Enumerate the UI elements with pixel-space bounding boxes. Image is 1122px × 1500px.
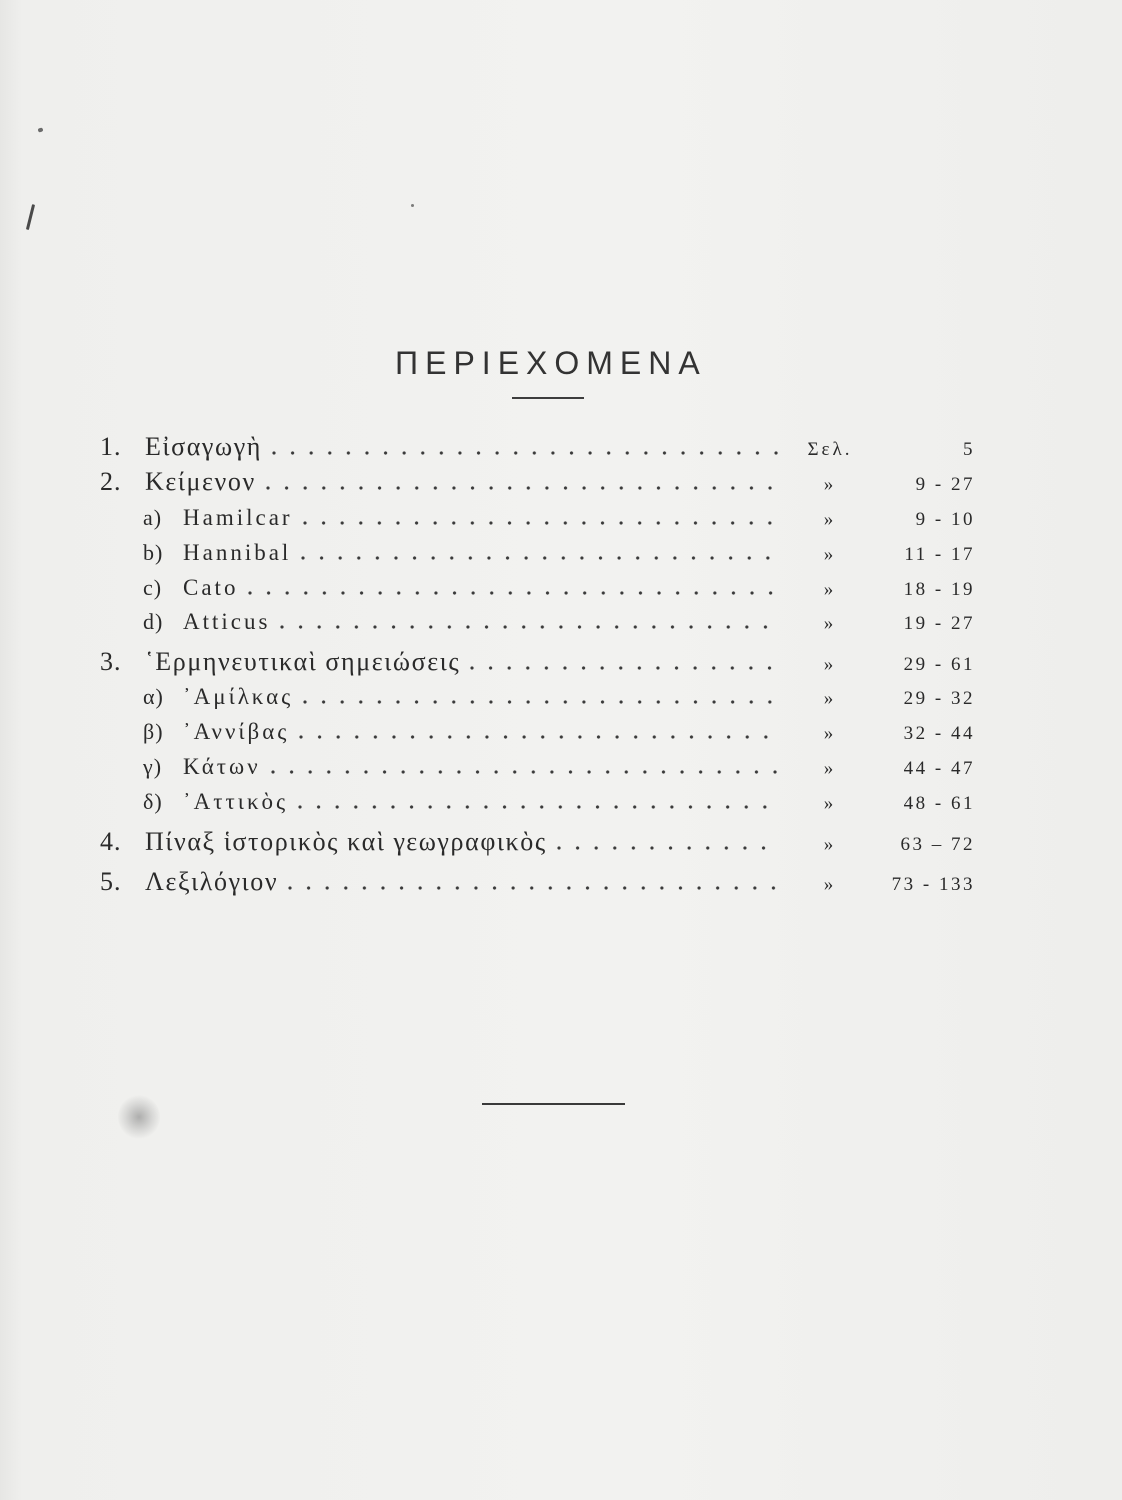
page-prefix: »	[823, 474, 837, 495]
dot-leader	[272, 451, 780, 455]
scan-smudge	[118, 1095, 160, 1139]
entry-number: 5.	[100, 867, 122, 896]
toc-subentry	[100, 607, 975, 637]
page-range: 11 - 17	[904, 544, 975, 565]
page-range: 19 - 27	[903, 613, 975, 634]
page-prefix: »	[823, 758, 837, 779]
page-range: 63 – 72	[900, 834, 975, 855]
dot-leader	[266, 486, 780, 490]
entry-title: ῾Ερμηνευτικαὶ σημειώσεις	[145, 647, 461, 676]
dot-leader	[303, 700, 780, 704]
heading-rule	[512, 397, 584, 399]
subentry-marker: d)	[143, 609, 164, 634]
entry-number: 4.	[100, 827, 122, 856]
page-prefix: »	[823, 688, 837, 709]
subentry-title: Cato	[183, 575, 239, 600]
page-range: 9 - 10	[915, 509, 975, 530]
page-range: 5	[963, 439, 975, 460]
page-range: 9 - 27	[915, 474, 975, 495]
scan-speck	[37, 127, 43, 132]
page-range: 73 - 133	[891, 874, 975, 895]
toc-subentry	[100, 503, 975, 533]
toc-subentry	[100, 717, 975, 747]
dot-leader	[271, 770, 780, 774]
entry-number: 1.	[100, 432, 122, 461]
dot-leader	[248, 591, 780, 595]
subentry-marker: β)	[143, 719, 164, 744]
page-prefix: »	[823, 613, 837, 634]
contents-heading: ΠΕΡΙΕΧΟΜΕΝΑ	[395, 345, 707, 381]
page-prefix: »	[823, 509, 837, 530]
page-range: 29 - 32	[903, 688, 975, 709]
dot-leader	[470, 666, 780, 670]
page-range: 18 - 19	[903, 579, 975, 600]
page-prefix: »	[823, 874, 837, 895]
subentry-marker: δ)	[143, 789, 163, 814]
scan-mark	[26, 204, 35, 230]
toc-entry	[100, 866, 975, 898]
subentry-marker: b)	[143, 540, 164, 565]
subentry-title: ᾿Αττικὸς	[183, 789, 289, 814]
page-prefix: »	[823, 579, 837, 600]
entry-number: 3.	[100, 647, 122, 676]
dot-leader	[303, 521, 780, 525]
subentry-marker: a)	[143, 505, 163, 530]
toc-subentry	[100, 538, 975, 568]
subentry-marker: c)	[143, 575, 163, 600]
entry-title: Κείμενον	[145, 467, 256, 496]
subentry-title: Atticus	[183, 609, 271, 634]
entry-title: Λεξιλόγιον	[145, 867, 279, 896]
page-prefix: Σελ.	[807, 439, 853, 460]
page-range: 29 - 61	[903, 654, 975, 675]
entry-title: Πίναξ ἱστορικὸς καὶ γεωγραφικὸς	[145, 827, 547, 856]
subentry-title: ᾿Αμίλκας	[183, 684, 294, 709]
toc-subentry	[100, 573, 975, 603]
toc-subentry	[100, 682, 975, 712]
toc-entry	[100, 431, 975, 463]
dot-leader	[301, 556, 780, 560]
dot-leader	[557, 846, 780, 850]
page-range: 48 - 61	[903, 793, 975, 814]
toc-entry	[100, 826, 975, 858]
toc-entry	[100, 646, 975, 678]
subentry-marker: α)	[143, 684, 164, 709]
page-prefix: »	[823, 793, 837, 814]
toc-entry	[100, 466, 975, 498]
page-range: 32 - 44	[903, 723, 975, 744]
entry-title: Εἰσαγωγὴ	[145, 432, 263, 461]
dot-leader	[288, 886, 780, 890]
closing-rule	[482, 1103, 625, 1105]
entry-number: 2.	[100, 467, 122, 496]
page-prefix: »	[823, 544, 837, 565]
page-range: 44 - 47	[903, 758, 975, 779]
subentry-title: Κάτων	[183, 754, 261, 779]
subentry-title: Hannibal	[183, 540, 292, 565]
page-prefix: »	[823, 834, 837, 855]
subentry-title: ᾿Αννίβας	[183, 719, 290, 744]
dot-leader	[280, 625, 780, 629]
dot-leader	[298, 805, 780, 809]
scan-speck	[411, 204, 414, 207]
subentry-marker: γ)	[143, 754, 163, 779]
toc-subentry	[100, 752, 975, 782]
subentry-title: Hamilcar	[183, 505, 293, 530]
page-prefix: »	[823, 723, 837, 744]
toc-subentry	[100, 787, 975, 817]
page-prefix: »	[823, 654, 837, 675]
dot-leader	[299, 735, 780, 739]
